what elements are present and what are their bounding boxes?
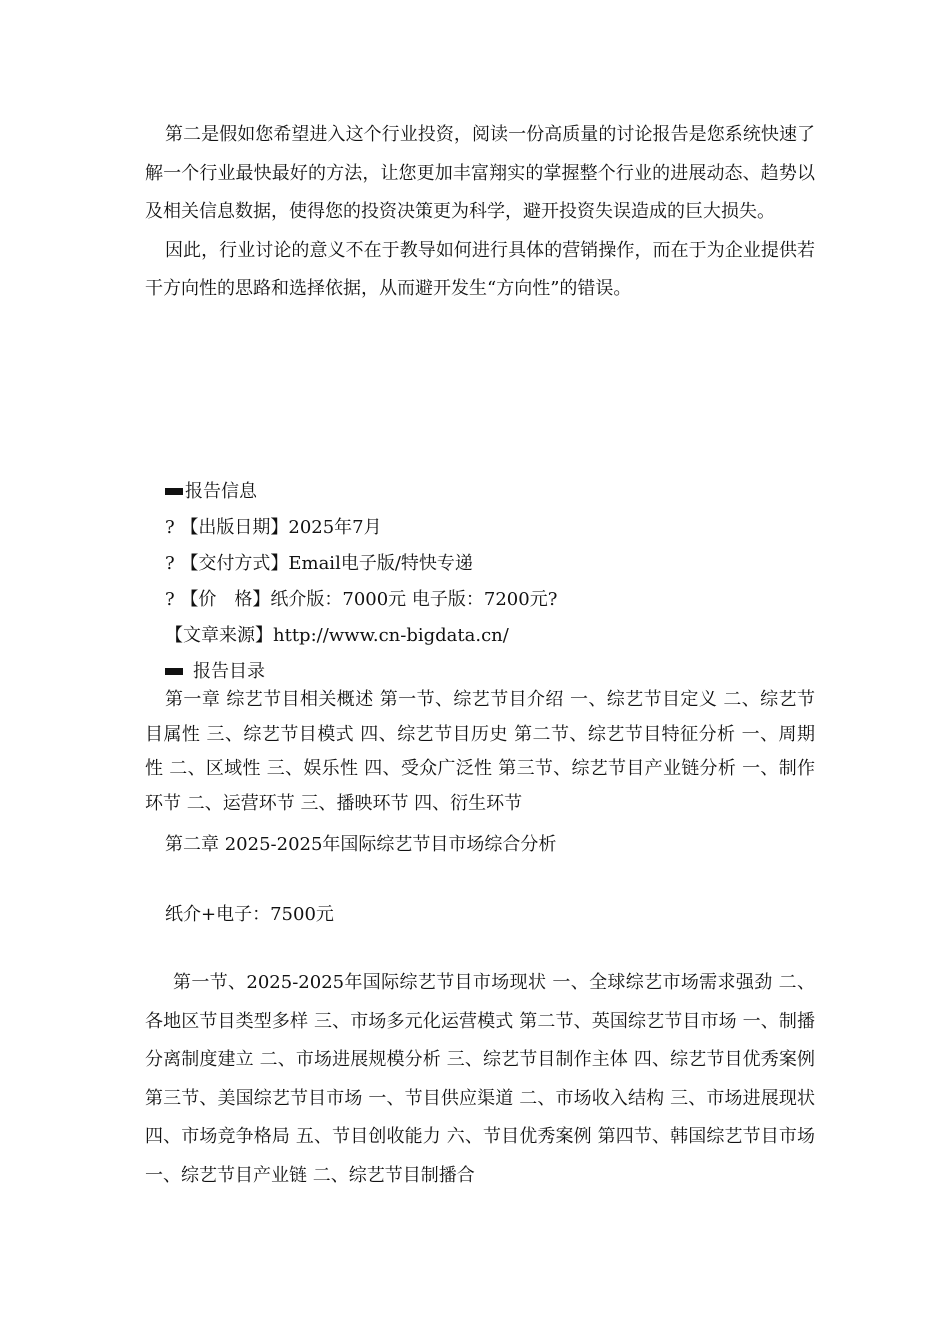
toc-chapter-2-title-block bbox=[145, 827, 815, 863]
toc-chapter-2-body: 第一节、2025-2025年国际综艺节目市场现状 一、全球综艺市场需求强劲 二、各地区节目类型多样 三、市场多元化运营模式 第二节、英国综艺节目市场 一、制播分离制度建立 二、市场进展规模分析 三、综艺节目制作主体 四、综艺节目优秀案例 第三节、美国综艺节目市场 一、节目供应渠道 二、市场收入结构 三、市场进展现状 四、市场竞争格局 五、节目创收能力 六、节目优秀案例 第四节、韩国综艺节目市场 一、综艺节目产业链 二、综艺节目制播合 bbox=[145, 972, 815, 1186]
square-bullet-icon bbox=[165, 488, 183, 495]
toc-chapter-1: 第一章 综艺节目相关概述 第一节、综艺节目介绍 一、综艺节目定义 二、综艺节目属性 三、综艺节目模式 四、综艺节目历史 第二节、综艺节目特征分析 一、周期性 二、区域性 三、娱乐性 四、受众广泛性 第三节、综艺节目产业链分析 一、制作环节 二、运营环节 三、播映环节 四、衍生环节 bbox=[145, 689, 815, 814]
toc-chapter-1-block bbox=[145, 683, 815, 821]
publish-date: ? 【出版日期】2025年7月 bbox=[165, 517, 382, 538]
toc-chapter-2-title: 第二章 2025-2025年国际综艺节目市场综合分析 bbox=[165, 834, 557, 855]
intro-paragraph-2: 因此，行业讨论的意义不在于教导如何进行具体的营销操作，而在于为企业提供若干方向性的思路和选择依据，从而避开发生“方向性”的错误。 bbox=[145, 239, 815, 299]
report-info-section bbox=[145, 474, 815, 690]
square-bullet-icon bbox=[165, 668, 183, 675]
combo-price-block bbox=[145, 897, 815, 933]
article-source: 【文章来源】http://www.cn-bigdata.cn/ bbox=[165, 625, 509, 646]
report-info-heading: 报告信息 bbox=[145, 474, 815, 510]
combo-price: 纸介+电子：7500元 bbox=[165, 904, 334, 925]
toc-chapter-2-block bbox=[145, 964, 815, 1195]
price-info: ? 【价 格】纸介版：7000元 电子版：7200元? bbox=[165, 589, 558, 610]
delivery-method: ? 【交付方式】Email电子版/特快专递 bbox=[165, 553, 473, 574]
intro-paragraph-1: 第二是假如您希望进入这个行业投资，阅读一份高质量的讨论报告是您系统快速了解一个行业最快最好的方法，让您更加丰富翔实的掌握整个行业的进展动态、趋势以及相关信息数据，使得您的投资决策更为科学，避开投资失误造成的巨大损失。 bbox=[145, 124, 815, 222]
intro-section bbox=[145, 116, 815, 309]
toc-heading: 报告目录 bbox=[145, 654, 815, 690]
